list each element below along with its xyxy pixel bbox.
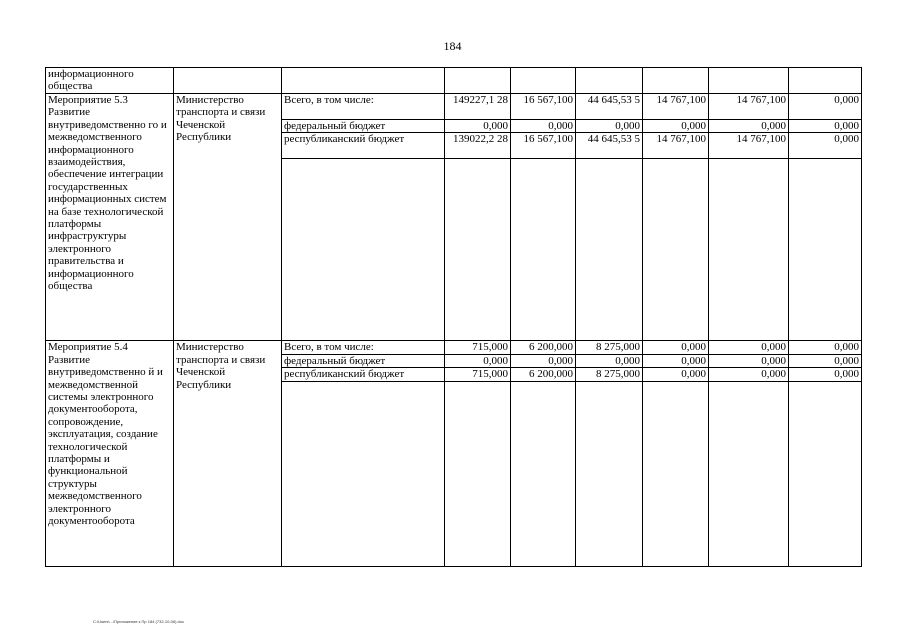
value-cell: 0,000: [576, 354, 643, 367]
value-cell: 0,000: [789, 120, 862, 133]
value-cell: 0,000: [709, 368, 789, 381]
budget-table: [45, 67, 862, 567]
funding-label: республиканский бюджет: [282, 368, 445, 381]
value-cell: 6 200,000: [511, 368, 576, 381]
activity-title: Мероприятие 5.3 Развитие внутриведомственно го и межведомственного информационного взаимодействия, обеспечение интеграции государственных информационных систем на базе технологической платформы инфраструктуры электронного правительства и информационного общества: [46, 94, 174, 341]
value-cell: 14 767,100: [709, 133, 789, 159]
value-cell: 715,000: [445, 341, 511, 354]
value-cell: 0,000: [511, 354, 576, 367]
value-cell: 149227,1 28: [445, 94, 511, 120]
activity-title: Мероприятие 5.4 Развитие внутриведомственно й и межведомственной системы электронного документооборота, сопровождение, эксплуатация, создание технологической платформы и функциональной структуры межведомственного электронного документооборота: [46, 341, 174, 566]
table-row: [46, 68, 862, 94]
value-cell: 0,000: [643, 120, 709, 133]
value-cell: 0,000: [445, 120, 511, 133]
value-cell: 0,000: [445, 354, 511, 367]
value-cell: 14 767,100: [643, 94, 709, 120]
value-cell: 14 767,100: [643, 133, 709, 159]
value-cell: 0,000: [643, 354, 709, 367]
value-cell: 139022,2 28: [445, 133, 511, 159]
value-cell: 0,000: [789, 368, 862, 381]
value-cell: 0,000: [789, 354, 862, 367]
executor-cell: Министерство транспорта и связи Чеченской Республики: [174, 341, 282, 566]
value-cell: 0,000: [789, 94, 862, 120]
value-cell: 16 567,100: [511, 133, 576, 159]
value-cell: 0,000: [511, 120, 576, 133]
funding-label: федеральный бюджет: [282, 120, 445, 133]
value-cell: 0,000: [576, 120, 643, 133]
value-cell: 44 645,53 5: [576, 94, 643, 120]
funding-label: Всего, в том числе:: [282, 94, 445, 120]
value-cell: 8 275,000: [576, 341, 643, 354]
value-cell: 14 767,100: [709, 94, 789, 120]
document-path: C:\Users\...\Приложение к Пр 184 (732-10-06).doc: [93, 619, 185, 624]
value-cell: 0,000: [709, 341, 789, 354]
value-cell: 8 275,000: [576, 368, 643, 381]
funding-label: республиканский бюджет: [282, 133, 445, 159]
activity-title: информационного общества: [46, 68, 174, 94]
value-cell: 0,000: [789, 133, 862, 159]
value-cell: 44 645,53 5: [576, 133, 643, 159]
value-cell: 0,000: [643, 368, 709, 381]
value-cell: 16 567,100: [511, 94, 576, 120]
value-cell: 6 200,000: [511, 341, 576, 354]
table-row: [46, 341, 862, 354]
value-cell: 715,000: [445, 368, 511, 381]
page-number: 184: [443, 39, 462, 53]
value-cell: 0,000: [789, 341, 862, 354]
funding-label: федеральный бюджет: [282, 354, 445, 367]
funding-label: Всего, в том числе:: [282, 341, 445, 354]
value-cell: 0,000: [709, 120, 789, 133]
table-row: [46, 94, 862, 120]
value-cell: 0,000: [709, 354, 789, 367]
value-cell: 0,000: [643, 341, 709, 354]
executor-cell: Министерство транспорта и связи Чеченской Республики: [174, 94, 282, 341]
